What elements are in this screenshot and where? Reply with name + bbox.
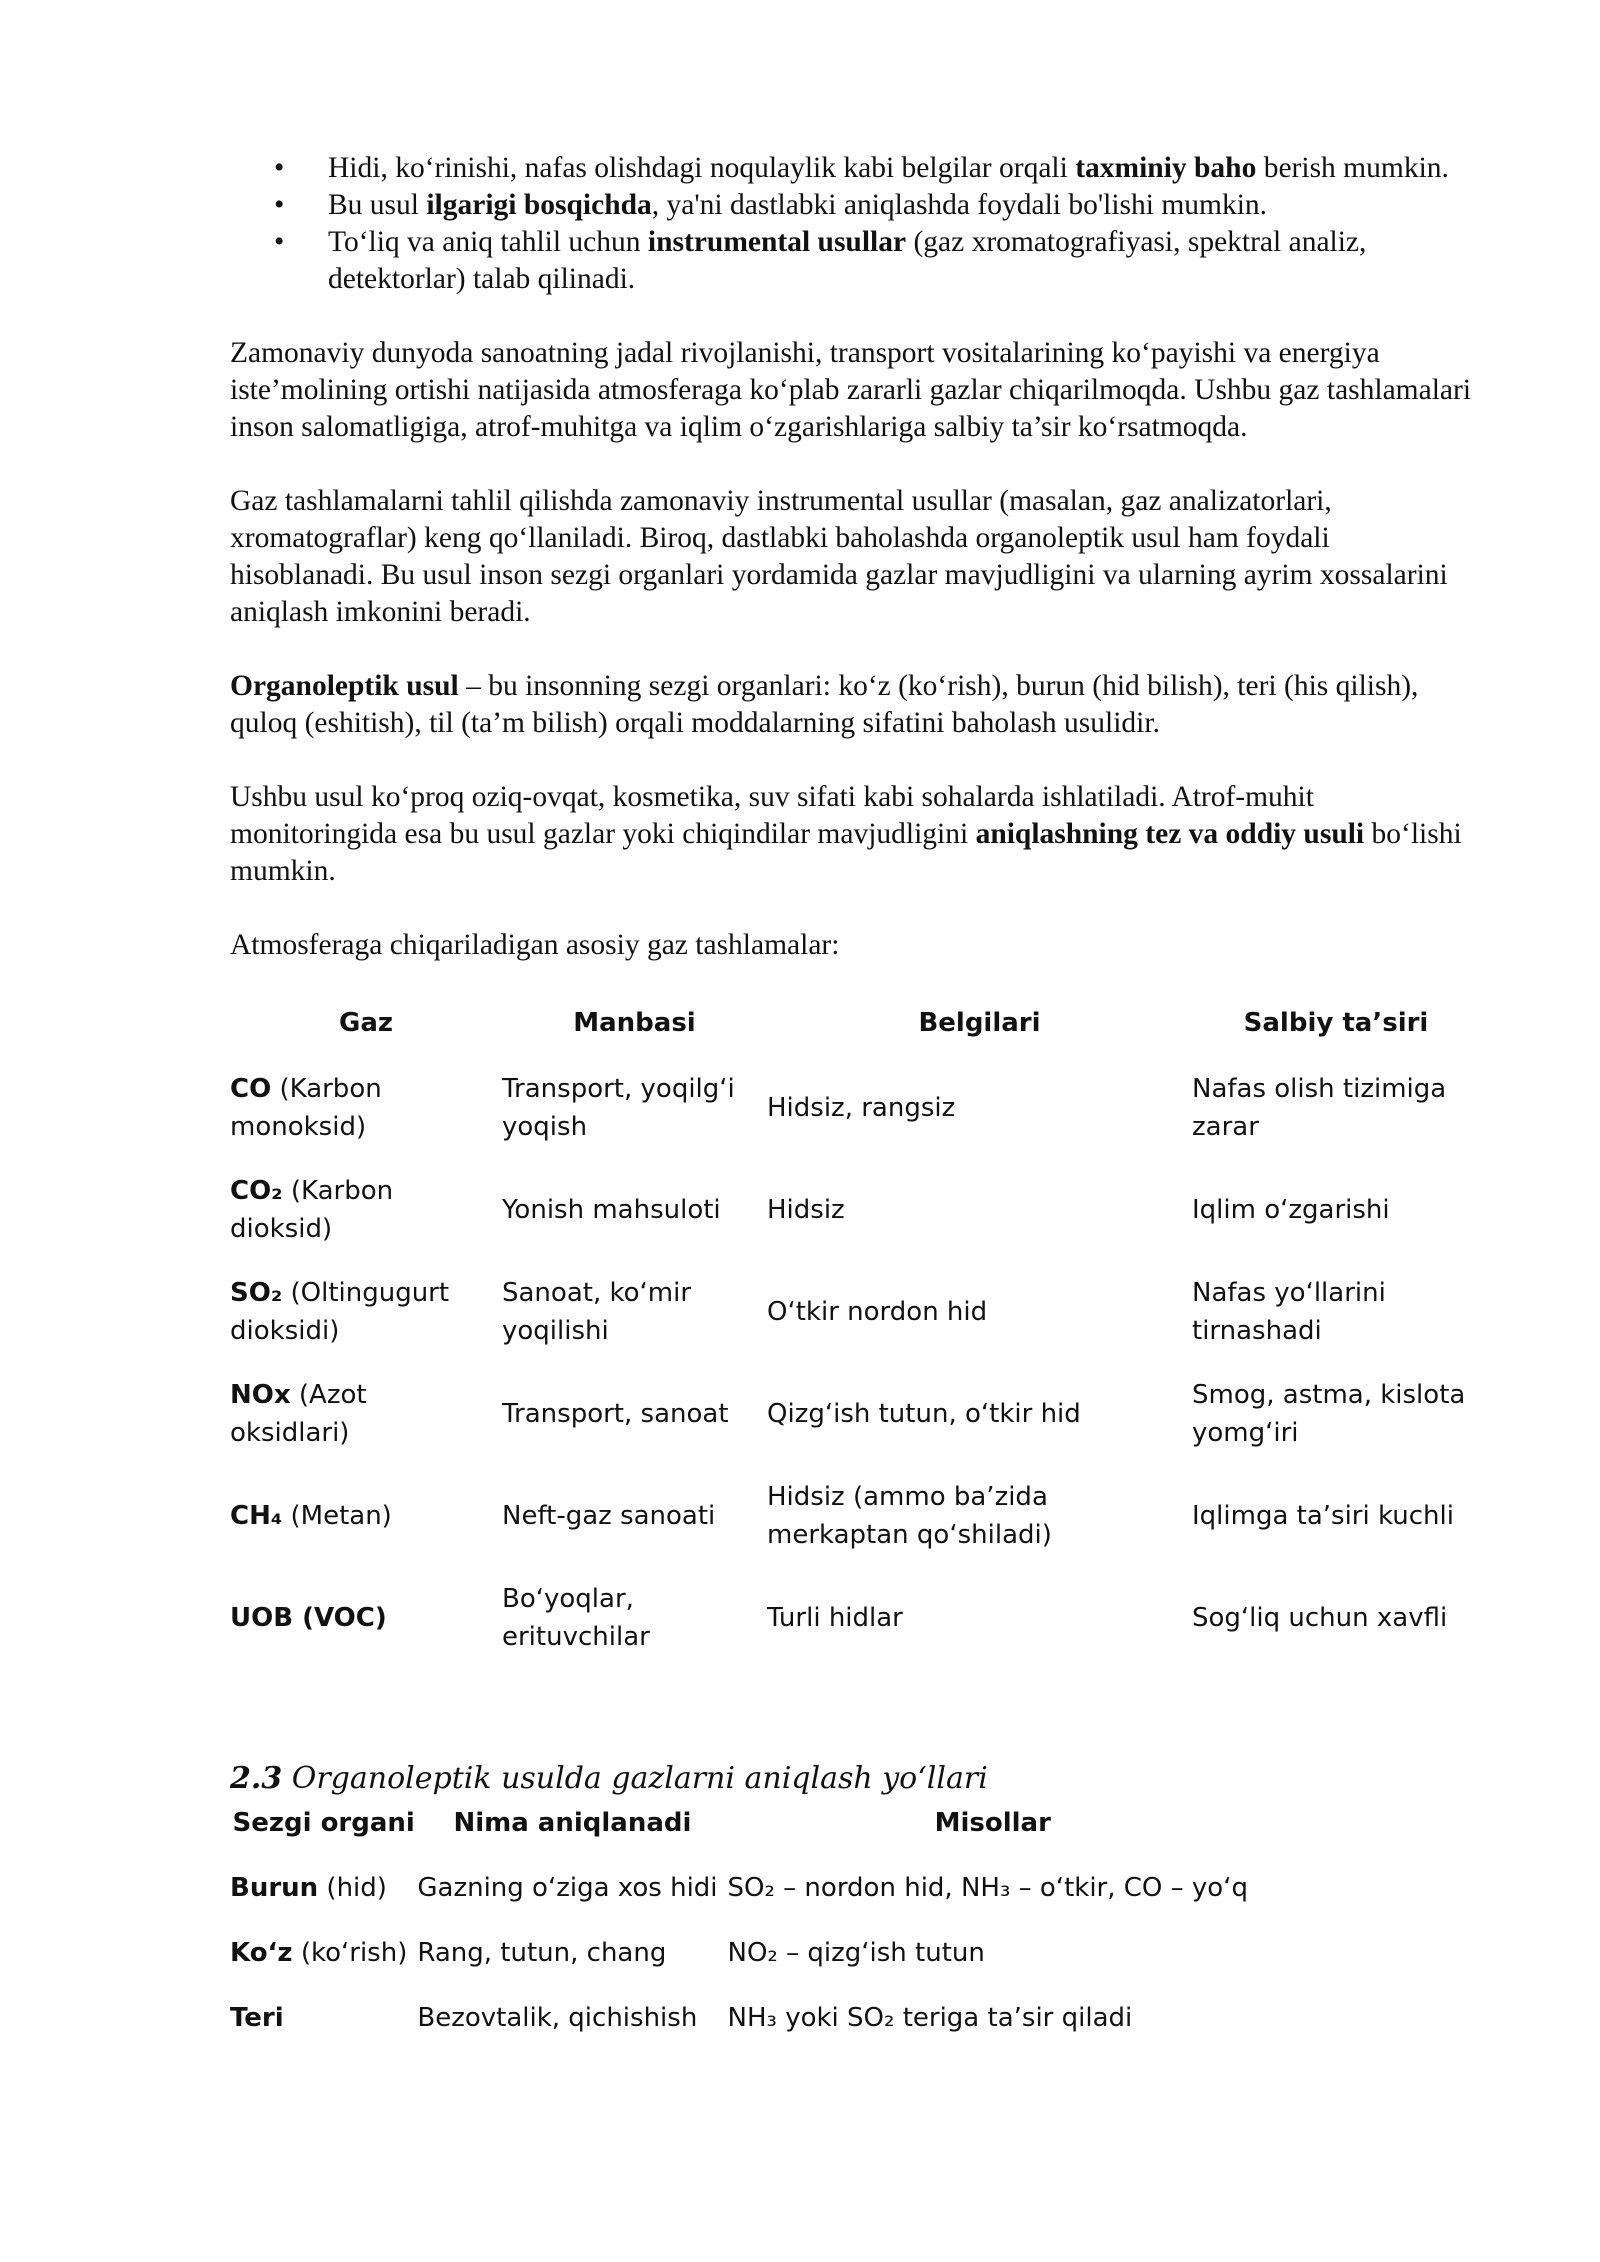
definition-term: Organoleptik usul: [230, 670, 459, 702]
bullet-item: [230, 150, 1480, 187]
gas-formula: SO₂: [230, 1278, 283, 1308]
source-cell: Bo‘yoqlar, erituvchilar: [502, 1584, 650, 1652]
table-row: [230, 1478, 1480, 1580]
source-cell: Neft-gaz sanoati: [502, 1501, 716, 1531]
table-header-row: [230, 1804, 1258, 1869]
table-row: [230, 1070, 1480, 1172]
gas-cell: [230, 1274, 502, 1376]
table-row: [230, 1869, 1258, 1934]
source-cell: Yonish mahsuloti: [502, 1195, 721, 1225]
signs-cell: Turli hidlar: [767, 1603, 903, 1633]
signs-cell: Qizg‘ish tutun, o‘tkir hid: [767, 1399, 1081, 1429]
table-header-row: [230, 1004, 1480, 1070]
gas-name: (Oltingugurt dioksidi): [230, 1278, 450, 1346]
column-header-detected: Nima aniqlanadi: [453, 1808, 692, 1838]
sense-cell: [230, 1934, 417, 1999]
paragraph-table-intro: Atmosferaga chiqariladigan asosiy gaz tashlamalar:: [230, 929, 840, 961]
gas-emissions-table: [230, 1004, 1480, 1682]
sense-organ-table: [230, 1804, 1258, 2064]
table-row: [230, 1376, 1480, 1478]
signs-cell: O‘tkir nordon hid: [767, 1297, 988, 1327]
bullet-bold-text: taxminiy baho: [1075, 152, 1257, 184]
effect-cell: Sog‘liq uchun xavfli: [1192, 1603, 1448, 1633]
bullet-text: , ya'ni dastlabki aniqlashda foydali bo'lishi mumkin.: [651, 189, 1268, 221]
gas-formula: CH₄: [230, 1501, 283, 1531]
gas-formula: UOB (VOC): [230, 1603, 387, 1633]
sense-organ-name: Burun: [230, 1873, 319, 1903]
gas-name: (Karbon dioksid): [230, 1176, 394, 1244]
paragraph-intro: Zamonaviy dunyoda sanoatning jadal rivojlanishi, transport vositalarining ko‘payishi va energiya iste’molining ortishi natijasida atmosferaga ko‘plab zararli gazlar chiqarilmoqda. Ushbu gaz tashlamalari inson salomatligiga, atrof-muhitga va iqlim o‘zgarishlariga salbiy ta’sir ko‘rsatmoqda.: [230, 337, 1472, 443]
table-row: [230, 1172, 1480, 1274]
bullet-text: To‘liq va aniq tahlil uchun: [328, 226, 648, 258]
gas-name: (Metan): [282, 1501, 392, 1531]
paragraph-instrumental: Gaz tashlamalarni tahlil qilishda zamonaviy instrumental usullar (masalan, gaz analizatorlari, xromatograflar) keng qo‘llaniladi. Biroq, dastlabki baholashda organoleptik usul ham foydali hisoblanadi. Bu usul inson sezgi organlari yordamida gazlar mavjudligini va ularning ayrim xossalarini aniqlash imkonini beradi.: [230, 485, 1448, 628]
paragraph-usage: [230, 779, 1480, 890]
definition-text: – bu insonning sezgi organlari: ko‘z (ko‘rish), burun (hid bilish), teri (his qilish), quloq (eshitish), til (ta’m bilish) orqali moddalarning sifatini baholash usulidir.: [230, 670, 1419, 739]
gas-cell: [230, 1070, 502, 1172]
effect-cell: Iqlim o‘zgarishi: [1192, 1195, 1390, 1225]
gas-formula: NOx: [230, 1380, 291, 1410]
sense-organ-name: Ko‘z: [230, 1938, 293, 1968]
column-header-signs: Belgilari: [918, 1008, 1041, 1038]
examples-cell: SO₂ – nordon hid, NH₃ – o‘tkir, CO – yo‘q: [727, 1873, 1248, 1903]
gas-cell: [230, 1478, 502, 1580]
effect-cell: Iqlimga ta’siri kuchli: [1192, 1501, 1454, 1531]
source-cell: Sanoat, ko‘mir yoqilishi: [502, 1278, 692, 1346]
gas-formula: CO: [230, 1074, 272, 1104]
table-row: [230, 1999, 1258, 2064]
detected-cell: Bezovtalik, qichishish: [417, 2003, 698, 2033]
sense-cell: [230, 1999, 417, 2064]
section-number: 2.3: [230, 1761, 283, 1796]
section-heading: [230, 1760, 1480, 1798]
gas-cell: [230, 1172, 502, 1274]
column-header-examples: Misollar: [934, 1808, 1051, 1838]
examples-cell: NO₂ – qizg‘ish tutun: [727, 1938, 985, 1968]
signs-cell: Hidsiz (ammo ba’zida merkaptan qo‘shiladi): [767, 1482, 1052, 1550]
bullet-bold-text: ilgarigi bosqichda: [426, 189, 652, 221]
table-row: [230, 1580, 1480, 1682]
detected-cell: Gazning o‘ziga xos hidi: [417, 1873, 718, 1903]
gas-name: (Karbon monoksid): [230, 1074, 382, 1142]
table-row: [230, 1934, 1258, 1999]
bullet-text: Hidi, ko‘rinishi, nafas olishdagi noqulaylik kabi belgilar orqali: [328, 152, 1076, 184]
bullet-bold-text: instrumental usullar: [647, 226, 907, 258]
signs-cell: Hidsiz: [767, 1195, 845, 1225]
bullet-item: [230, 187, 1480, 224]
detected-cell: Rang, tutun, chang: [417, 1938, 667, 1968]
bullet-text: (gaz xromatografiyasi, spektral analiz, detektorlar) talab qilinadi.: [328, 226, 1367, 295]
signs-cell: Hidsiz, rangsiz: [767, 1093, 956, 1123]
gas-formula: CO₂: [230, 1176, 283, 1206]
effect-cell: Smog, astma, kislota yomg‘iri: [1192, 1380, 1466, 1448]
sense-organ-name: Teri: [230, 2003, 284, 2033]
usage-text: bo‘lishi mumkin.: [230, 818, 1462, 887]
effect-cell: Nafas olish tizimiga zarar: [1192, 1074, 1447, 1142]
sense-organ-note: (hid): [318, 1873, 387, 1903]
paragraph-definition: [230, 668, 1480, 742]
column-header-effect: Salbiy ta’siri: [1243, 1008, 1429, 1038]
gas-cell: [230, 1580, 502, 1682]
gas-cell: [230, 1376, 502, 1478]
bullet-item: [230, 224, 1480, 298]
source-cell: Transport, sanoat: [502, 1399, 729, 1429]
sense-cell: [230, 1869, 417, 1934]
gas-name: (Azot oksidlari): [230, 1380, 367, 1448]
table-row: [230, 1274, 1480, 1376]
usage-bold-text: aniqlashning tez va oddiy usuli: [975, 818, 1365, 850]
column-header-source: Manbasi: [573, 1008, 696, 1038]
source-cell: Transport, yoqilg‘i yoqish: [502, 1074, 735, 1142]
effect-cell: Nafas yo‘llarini tirnashadi: [1192, 1278, 1386, 1346]
bullet-text: Bu usul: [328, 189, 427, 221]
usage-text: Ushbu usul ko‘proq oziq-ovqat, kosmetika, suv sifati kabi sohalarda ishlatiladi. Atrof-muhit monitoringida esa bu usul gazlar yoki chiqindilar mavjudligini: [230, 781, 1314, 850]
document-page: [230, 150, 1480, 2064]
bullet-list: [230, 150, 1480, 298]
column-header-gas: Gaz: [338, 1008, 394, 1038]
section-title: Organoleptik usulda gazlarni aniqlash yo‘llari: [282, 1761, 988, 1796]
examples-cell: NH₃ yoki SO₂ teriga ta’sir qiladi: [727, 2003, 1133, 2033]
sense-organ-note: (ko‘rish): [292, 1938, 408, 1968]
bullet-text: berish mumkin.: [1256, 152, 1449, 184]
column-header-sense-organ: Sezgi organi: [232, 1808, 415, 1838]
